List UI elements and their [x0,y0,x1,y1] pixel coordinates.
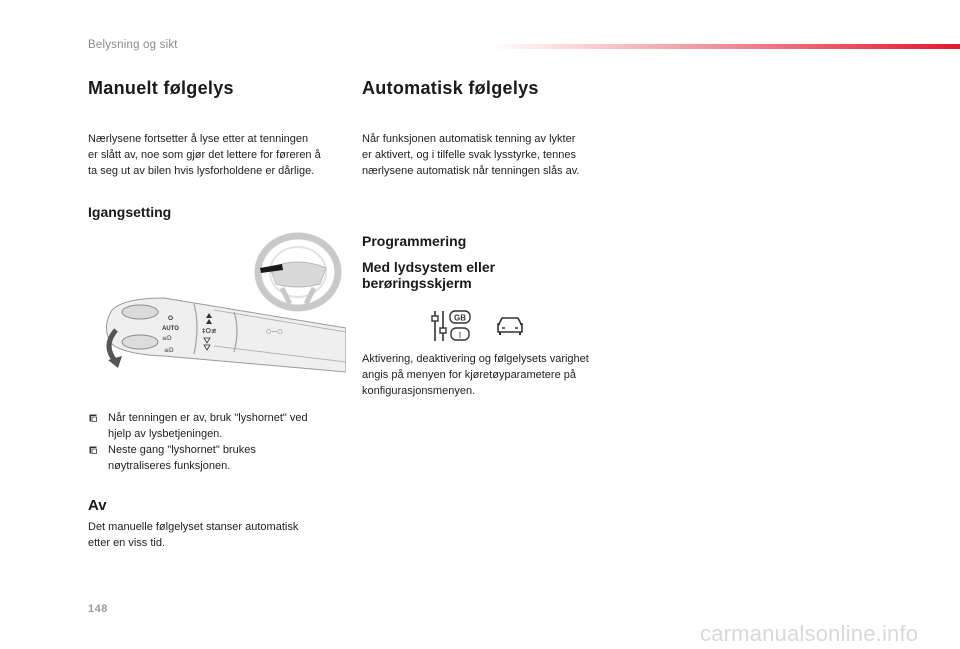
pointer-bullet-icon [89,446,97,454]
step-line: Neste gang "lyshornet" brukes [108,444,256,456]
audio-heading-line: berøringsskjerm [362,275,472,291]
settings-badge-label: GB [454,313,466,323]
automatic-intro-line: er aktivert, og i tilfelle svak lysstyrke, tennes [362,149,576,161]
section-title: Belysning og sikt [88,39,178,51]
programming-heading: Programmering [362,233,467,249]
automatic-intro-text [362,131,632,179]
manual-intro-line: ta seg ut av bilen hvis lysforholdene er dårlige. [88,165,315,177]
off-text-line: Det manuelle følgelyset stanser automatisk [88,521,299,533]
configuration-text [362,351,632,399]
manual-intro-line: Nærlysene fortsetter å lyse etter at tenningen [88,133,309,145]
configuration-line: konfigurasjonsmenyen. [362,385,476,397]
manual-follow-me-title: Manuelt følgelys [88,78,234,98]
audio-system-heading [362,259,495,291]
svg-text:‡O≢: ‡O≢ [202,327,217,335]
activation-step [88,410,348,442]
page-number: 148 [88,603,108,615]
audio-heading-line: Med lydsystem eller [362,259,496,275]
svg-text:≡D: ≡D [162,335,172,342]
off-text-line: etter en viss tid. [88,537,166,549]
pointer-bullet-icon [89,414,97,422]
off-text [88,519,358,551]
step-line: Når tenningen er av, bruk "lyshornet" ved [108,412,308,424]
svg-text:≡D: ≡D [164,347,174,354]
automatic-follow-me-title: Automatisk følgelys [362,78,539,98]
activation-step [88,442,348,474]
activation-steps [88,410,348,474]
activation-heading: Igangsetting [88,204,172,220]
manual-intro-line: er slått av, noe som gjør det lettere for føreren å [88,149,321,161]
header-accent-bar [490,44,960,49]
automatic-intro-line: nærlysene automatisk når tenningen slås av. [362,165,580,177]
svg-text:○—○: ○—○ [266,328,283,335]
configuration-line: angis på menyen for kjøretøyparametere på [362,369,576,381]
watermark: carmanualsonline.info [700,621,919,646]
off-heading: Av [88,497,107,514]
settings-sliders-icon [430,308,474,344]
automatic-intro-line: Når funksjonen automatisk tenning av lykter [362,133,576,145]
steering-wheel-icon [258,236,338,308]
stalk-off-label: O [168,315,174,322]
settings-sub-label: I [458,330,462,340]
step-line: nøytraliseres funksjonen. [108,460,231,472]
configuration-line: Aktivering, deaktivering og følgelysets varighet [362,353,589,365]
stalk-auto-label: AUTO [162,326,179,332]
light-stalk-illustration [94,232,346,382]
manual-intro-text [88,131,358,179]
step-line: hjelp av lysbetjeningen. [108,428,223,440]
vehicle-icon [494,314,526,336]
